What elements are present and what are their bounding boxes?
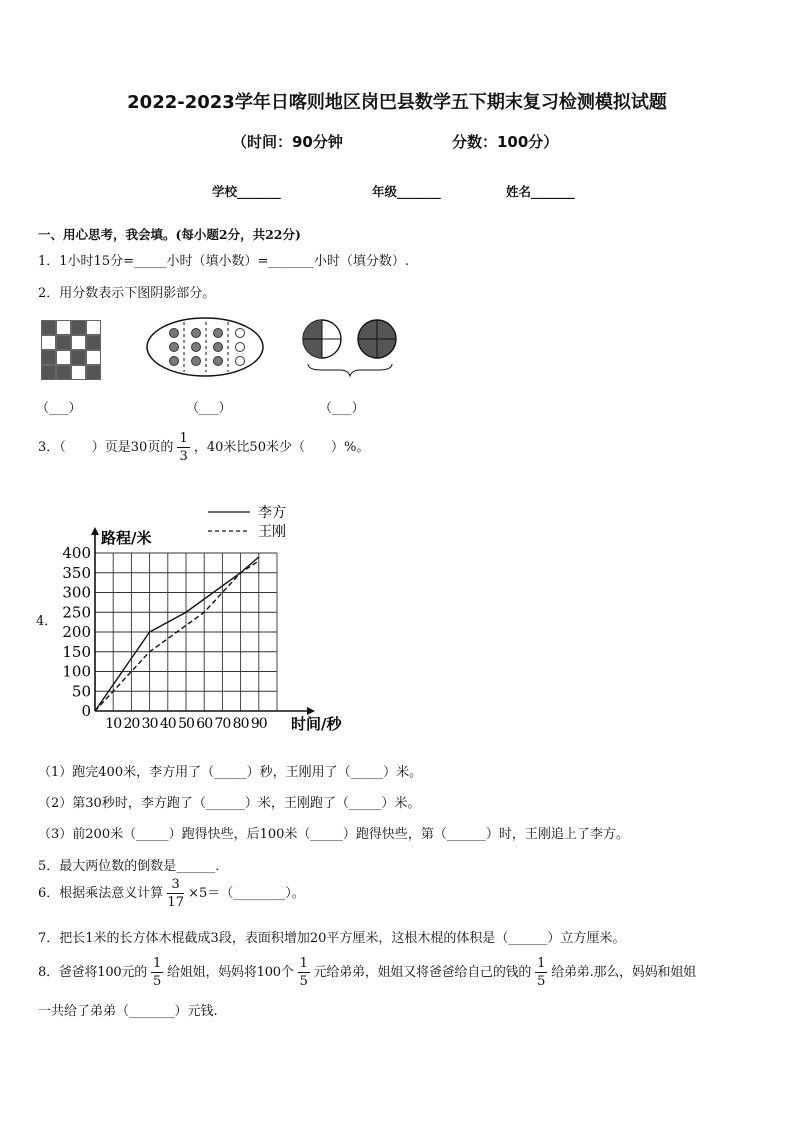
fraction <box>298 957 310 988</box>
numerator: 1 <box>299 956 308 971</box>
question-2: 2．用分数表示下图阴影部分。 <box>38 286 216 301</box>
question-8-line-1 <box>38 957 696 988</box>
x-tick-label: 70 <box>214 716 231 732</box>
y-tick-label: 0 <box>81 702 91 720</box>
y-tick-label: 100 <box>62 662 91 681</box>
question-3-text-b: ，40米比50米少（ ）%。 <box>193 440 370 455</box>
x-axis-arrow <box>307 707 315 715</box>
filled-dot <box>192 343 201 352</box>
grid-cell <box>56 365 71 380</box>
grid-cell <box>71 350 86 365</box>
grid-cell <box>71 365 86 380</box>
series-line-王刚 <box>95 561 259 711</box>
name-field[interactable]: 姓名_______ <box>506 184 575 199</box>
fraction <box>167 878 184 909</box>
x-tick-label: 10 <box>105 716 122 732</box>
fraction <box>535 957 547 988</box>
numerator: 1 <box>153 956 162 971</box>
x-tick-label: 40 <box>159 716 176 732</box>
question-6-text-a: 6．根据乘法意义计算 <box>38 886 164 901</box>
y-tick-label: 350 <box>62 563 91 582</box>
grid-cell <box>71 320 86 335</box>
question-4-part-1: （1）跑完400米，李方用了（_____）秒，王刚用了（_____）米。 <box>38 765 423 780</box>
series-line-李方 <box>95 557 259 711</box>
grid-cell <box>56 320 71 335</box>
exam-time: （时间：90分钟 <box>232 133 343 151</box>
fraction <box>151 957 163 988</box>
filled-dot <box>192 357 201 366</box>
numerator: 3 <box>167 878 184 894</box>
question-6-text-b: ×5＝（________）。 <box>188 886 305 901</box>
checker-grid-figure <box>41 320 101 380</box>
grid-cell <box>41 320 56 335</box>
y-axis-label: 路程/米 <box>101 529 152 547</box>
page-title: 2022-2023学年日喀则地区岗巴县数学五下期末复习检测模拟试题 <box>127 92 667 113</box>
y-tick-label: 150 <box>62 642 91 661</box>
blank-fig3[interactable]: （___） <box>319 401 365 416</box>
numerator: 1 <box>179 431 188 446</box>
denominator: 5 <box>537 974 546 989</box>
question-4-part-3: （3）前200米（_____）跑得快些，后100米（_____）跑得快些，第（______）时，王刚追上了李方。 <box>38 827 629 842</box>
x-tick-label: 90 <box>250 716 267 732</box>
grid-cell <box>41 335 56 350</box>
question-6 <box>38 878 305 909</box>
grid-cell <box>86 335 101 350</box>
denominator: 5 <box>299 974 308 989</box>
grid-cell <box>71 335 86 350</box>
filled-dot <box>214 357 223 366</box>
grade-field[interactable]: 年级_______ <box>372 184 441 199</box>
blank-fig2[interactable]: （___） <box>186 401 232 416</box>
grid-cell <box>41 350 56 365</box>
denominator: 17 <box>167 895 184 910</box>
denominator: 3 <box>179 449 188 464</box>
blank-fig1[interactable]: （___） <box>36 401 82 416</box>
grid-cell <box>56 350 71 365</box>
school-field[interactable]: 学校_______ <box>212 184 281 199</box>
question-8-text-b: 给姐姐，妈妈将100个 <box>167 965 294 980</box>
legend-label: 李方 <box>258 505 286 521</box>
empty-dot <box>236 357 245 366</box>
question-3 <box>38 432 369 463</box>
question-8-text-d: 给弟弟.那么，妈妈和姐姐 <box>551 965 696 980</box>
question-7: 7．把长1米的长方体木棍截成3段，表面积增加20平方厘米，这根木棍的体积是（______）立方厘米。 <box>38 931 626 946</box>
denominator: 5 <box>153 974 162 989</box>
legend-label: 王刚 <box>258 524 286 540</box>
filled-dot <box>170 329 179 338</box>
filled-dot <box>214 343 223 352</box>
y-axis-arrow <box>91 527 99 535</box>
question-8-text-a: 8．爸爸将100元的 <box>38 965 148 980</box>
question-4-part-2: （2）第30秒时，李方跑了（______）米，王刚跑了（_____）米。 <box>38 796 421 811</box>
grid-cell <box>86 320 101 335</box>
filled-dot <box>214 329 223 338</box>
grid-cell <box>56 335 71 350</box>
x-tick-label: 20 <box>123 716 140 732</box>
y-tick-label: 250 <box>62 603 91 622</box>
x-tick-label: 60 <box>196 716 213 732</box>
question-4-label: 4． <box>36 614 58 629</box>
grid-cell <box>86 350 101 365</box>
y-tick-label: 200 <box>62 623 91 641</box>
fraction <box>177 432 189 463</box>
x-tick-label: 30 <box>141 716 158 732</box>
empty-dot <box>236 329 245 338</box>
question-1: 1．1小时15分=_____小时（填小数）=_______小时（填分数）. <box>38 254 410 269</box>
question-3-text-a: 3．（ ）页是30页的 <box>38 440 174 455</box>
numerator: 1 <box>537 956 546 971</box>
filled-dot <box>170 357 179 366</box>
grid-cell <box>86 365 101 380</box>
question-8-text-c: 元给弟弟，姐姐又将爸爸给自己的钱的 <box>313 965 532 980</box>
exam-score: 分数：100分） <box>452 133 559 151</box>
question-8-line-2: 一共给了弟弟（_______）元钱. <box>38 1004 218 1019</box>
oval-dots-figure <box>145 316 265 378</box>
y-tick-label: 50 <box>71 682 91 701</box>
distance-time-chart <box>60 496 360 741</box>
empty-dot <box>236 343 245 352</box>
filled-dot <box>170 343 179 352</box>
grid-cell <box>41 365 56 380</box>
section-heading: 一、用心思考，我会填。(每小题2分，共22分) <box>38 227 301 242</box>
question-5: 5．最大两位数的倒数是______． <box>38 859 229 874</box>
filled-dot <box>192 329 201 338</box>
circles-figure <box>300 318 402 378</box>
y-tick-label: 300 <box>62 583 91 602</box>
x-tick-label: 50 <box>178 716 194 732</box>
y-tick-label: 400 <box>62 544 91 562</box>
x-tick-label: 80 <box>232 716 249 732</box>
x-axis-label: 时间/秒 <box>291 715 342 733</box>
